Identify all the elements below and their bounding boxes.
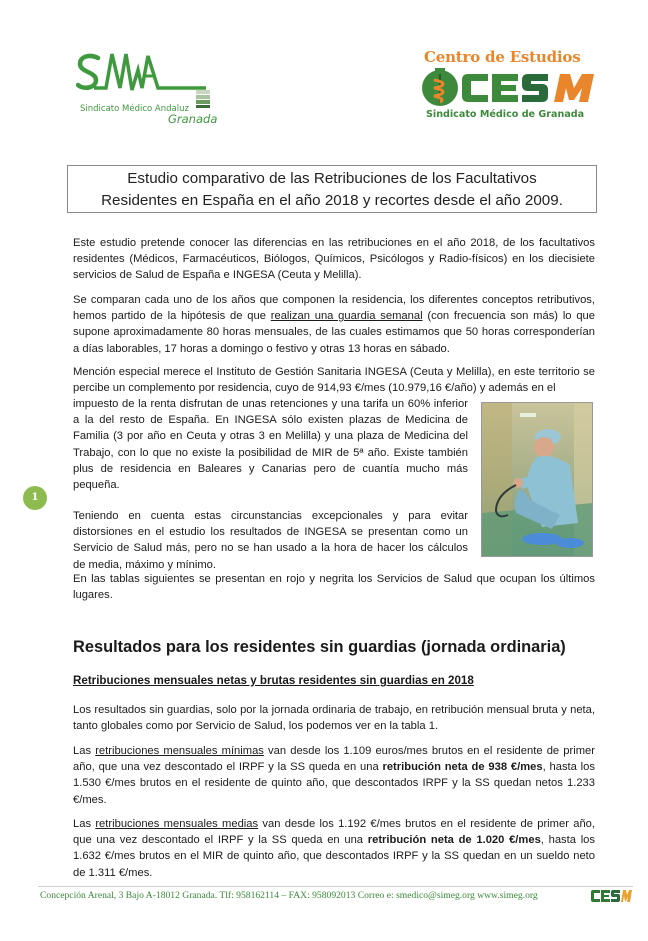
intro-paragraph-2 [73,292,595,357]
page-number-badge: 1 [23,486,47,510]
cesm-logo-bottom-text: Sindicato Médico de Granada [426,109,585,120]
footer-cesm-logo [590,889,632,903]
document-title-box [67,165,597,213]
section-paragraph-3-end: , hasta los 1.632 €/mes brutos en el MIR de quinto año, que descontados IRPF y la SS quedan en un sueldo neto de 1.311 €/mes. [73,834,595,879]
sma-logo-mark [76,48,226,108]
intro-paragraph-5: En las tablas siguientes se presentan en rojo y negrita los Servicios de Salud que ocupan los últimos lugares. [73,573,595,602]
intro-paragraph-4: Teniendo en cuenta estas circunstancias excepcionales y para evitar distorsiones en el estudio los resultados de INGESA se presentan como un Servicio de Salud más, pero no se han usado a la hora de hacer los cálculos de media, máximo y mínimo. [73,510,468,571]
section-paragraph-2-end: , hasta los 1.530 €/mes brutos en el residente de quinto año, que descontados IRPF y la SS quedan netos 1.233 €/mes. [73,761,595,806]
intro-paragraph-3-wrapped: impuesto de la renta disfrutan de unas retenciones y una tarifa un 60% inferior a la del resto de España. En INGESA sólo existen plazas de Medicina de Familia (3 por año en Ceuta y otras 3 en Melilla) y una plaza de Medicina del Trabajo, con lo que no existe la posibilidad de MIR de 5ª año. Existe también plus de residencia en Baleares y Canarias pero de cuantía mucho más pequeña. [73,398,468,492]
sma-logo-subtitle: Sindicato Médico Andaluz [80,104,189,114]
section-subheading: Retribuciones mensuales netas y brutas residentes sin guardias en 2018 [73,674,474,687]
section-paragraph-3-underlined: retribuciones mensuales medias [95,818,259,830]
sma-logo-city: Granada [168,112,218,126]
section-paragraph-1: Los resultados sin guardias, solo por la jornada ordinaria de trabajo, en retribución mensual bruta y neta, tanto globales como por Servicio de Salud, los podemos ver en la tabla 1. [73,704,595,733]
cesm-logo [418,48,602,126]
section-paragraph-2-start: Las [73,745,96,757]
footer-contact: Concepción Arenal, 3 Bajo A-18012 Granada. Tlf: 958162114 – FAX: 958092013 Correo e: smedico@simeg.org www.simeg.org [40,890,538,901]
tired-resident-photo-image [482,403,593,557]
section-paragraph-3-start: Las [73,818,96,830]
intro-paragraph-1: Este estudio pretende conocer las diferencias en las retribuciones en el año 2018, de los facultativos residentes (Médicos, Farmacéuticos, Biólogos, Químicos, Psicólogos y Radio-físicos) en los diecisiete servicios de Salud de España e INGESA (Ceuta y Melilla). [73,237,595,282]
cesm-logo-mark [420,66,600,108]
footer-divider [38,886,633,887]
intro-paragraph-2-start: Se comparan cada uno de los años que componen la residencia, los diferentes conceptos retributivos, hemos partido de la hipótesis de que [73,294,595,323]
footer-cesm-logo-mark [590,889,632,903]
section-paragraph-3-mid: van desde los 1.192 €/mes brutos en el residente de primer año, que una vez descontado el IRPF y la SS queda en una [73,818,595,847]
document-title-line-2: Residentes en España en el año 2018 y recortes desde el año 2009. [101,192,563,209]
section-heading: Resultados para los residentes sin guardias (jornada ordinaria) [73,638,566,656]
intro-paragraph-3-full-width: Mención especial merece el Instituto de Gestión Sanitaria INGESA (Ceuta y Melilla), en este territorio se percibe un complemento por residencia, cuyo de 914,93 €/mes (10.979,16 €/año) y además en el [73,366,595,395]
section-paragraph-3 [73,816,595,881]
section-paragraph-2 [73,743,595,808]
cesm-logo-top-text: Centro de Estudios [424,48,581,66]
intro-paragraph-2-end: (con frecuencia son más) lo que supone aproximadamente 80 horas mensuales, de las cuales estimamos que 50 horas corresponderían a días laborables, 17 horas a domingo o festivo y otras 13 horas en sábado. [73,310,595,355]
section-paragraph-2-bold: retribución neta de 938 €/mes [382,761,543,774]
section-paragraph-2-mid: van desde los 1.109 euros/mes brutos en el residente de primer año, que una vez descontado el IRPF y la SS queda en una [73,745,595,774]
intro-paragraph-2-underlined: realizan una guardia semanal [270,310,423,323]
document-title-line-1: Estudio comparativo de las Retribuciones de los Facultativos [127,170,537,187]
sma-logo [76,48,226,128]
section-paragraph-3-bold: retribución neta de 1.020 €/mes [367,834,541,847]
section-paragraph-2-underlined: retribuciones mensuales mínimas [95,745,264,757]
tired-resident-photo [481,402,593,557]
